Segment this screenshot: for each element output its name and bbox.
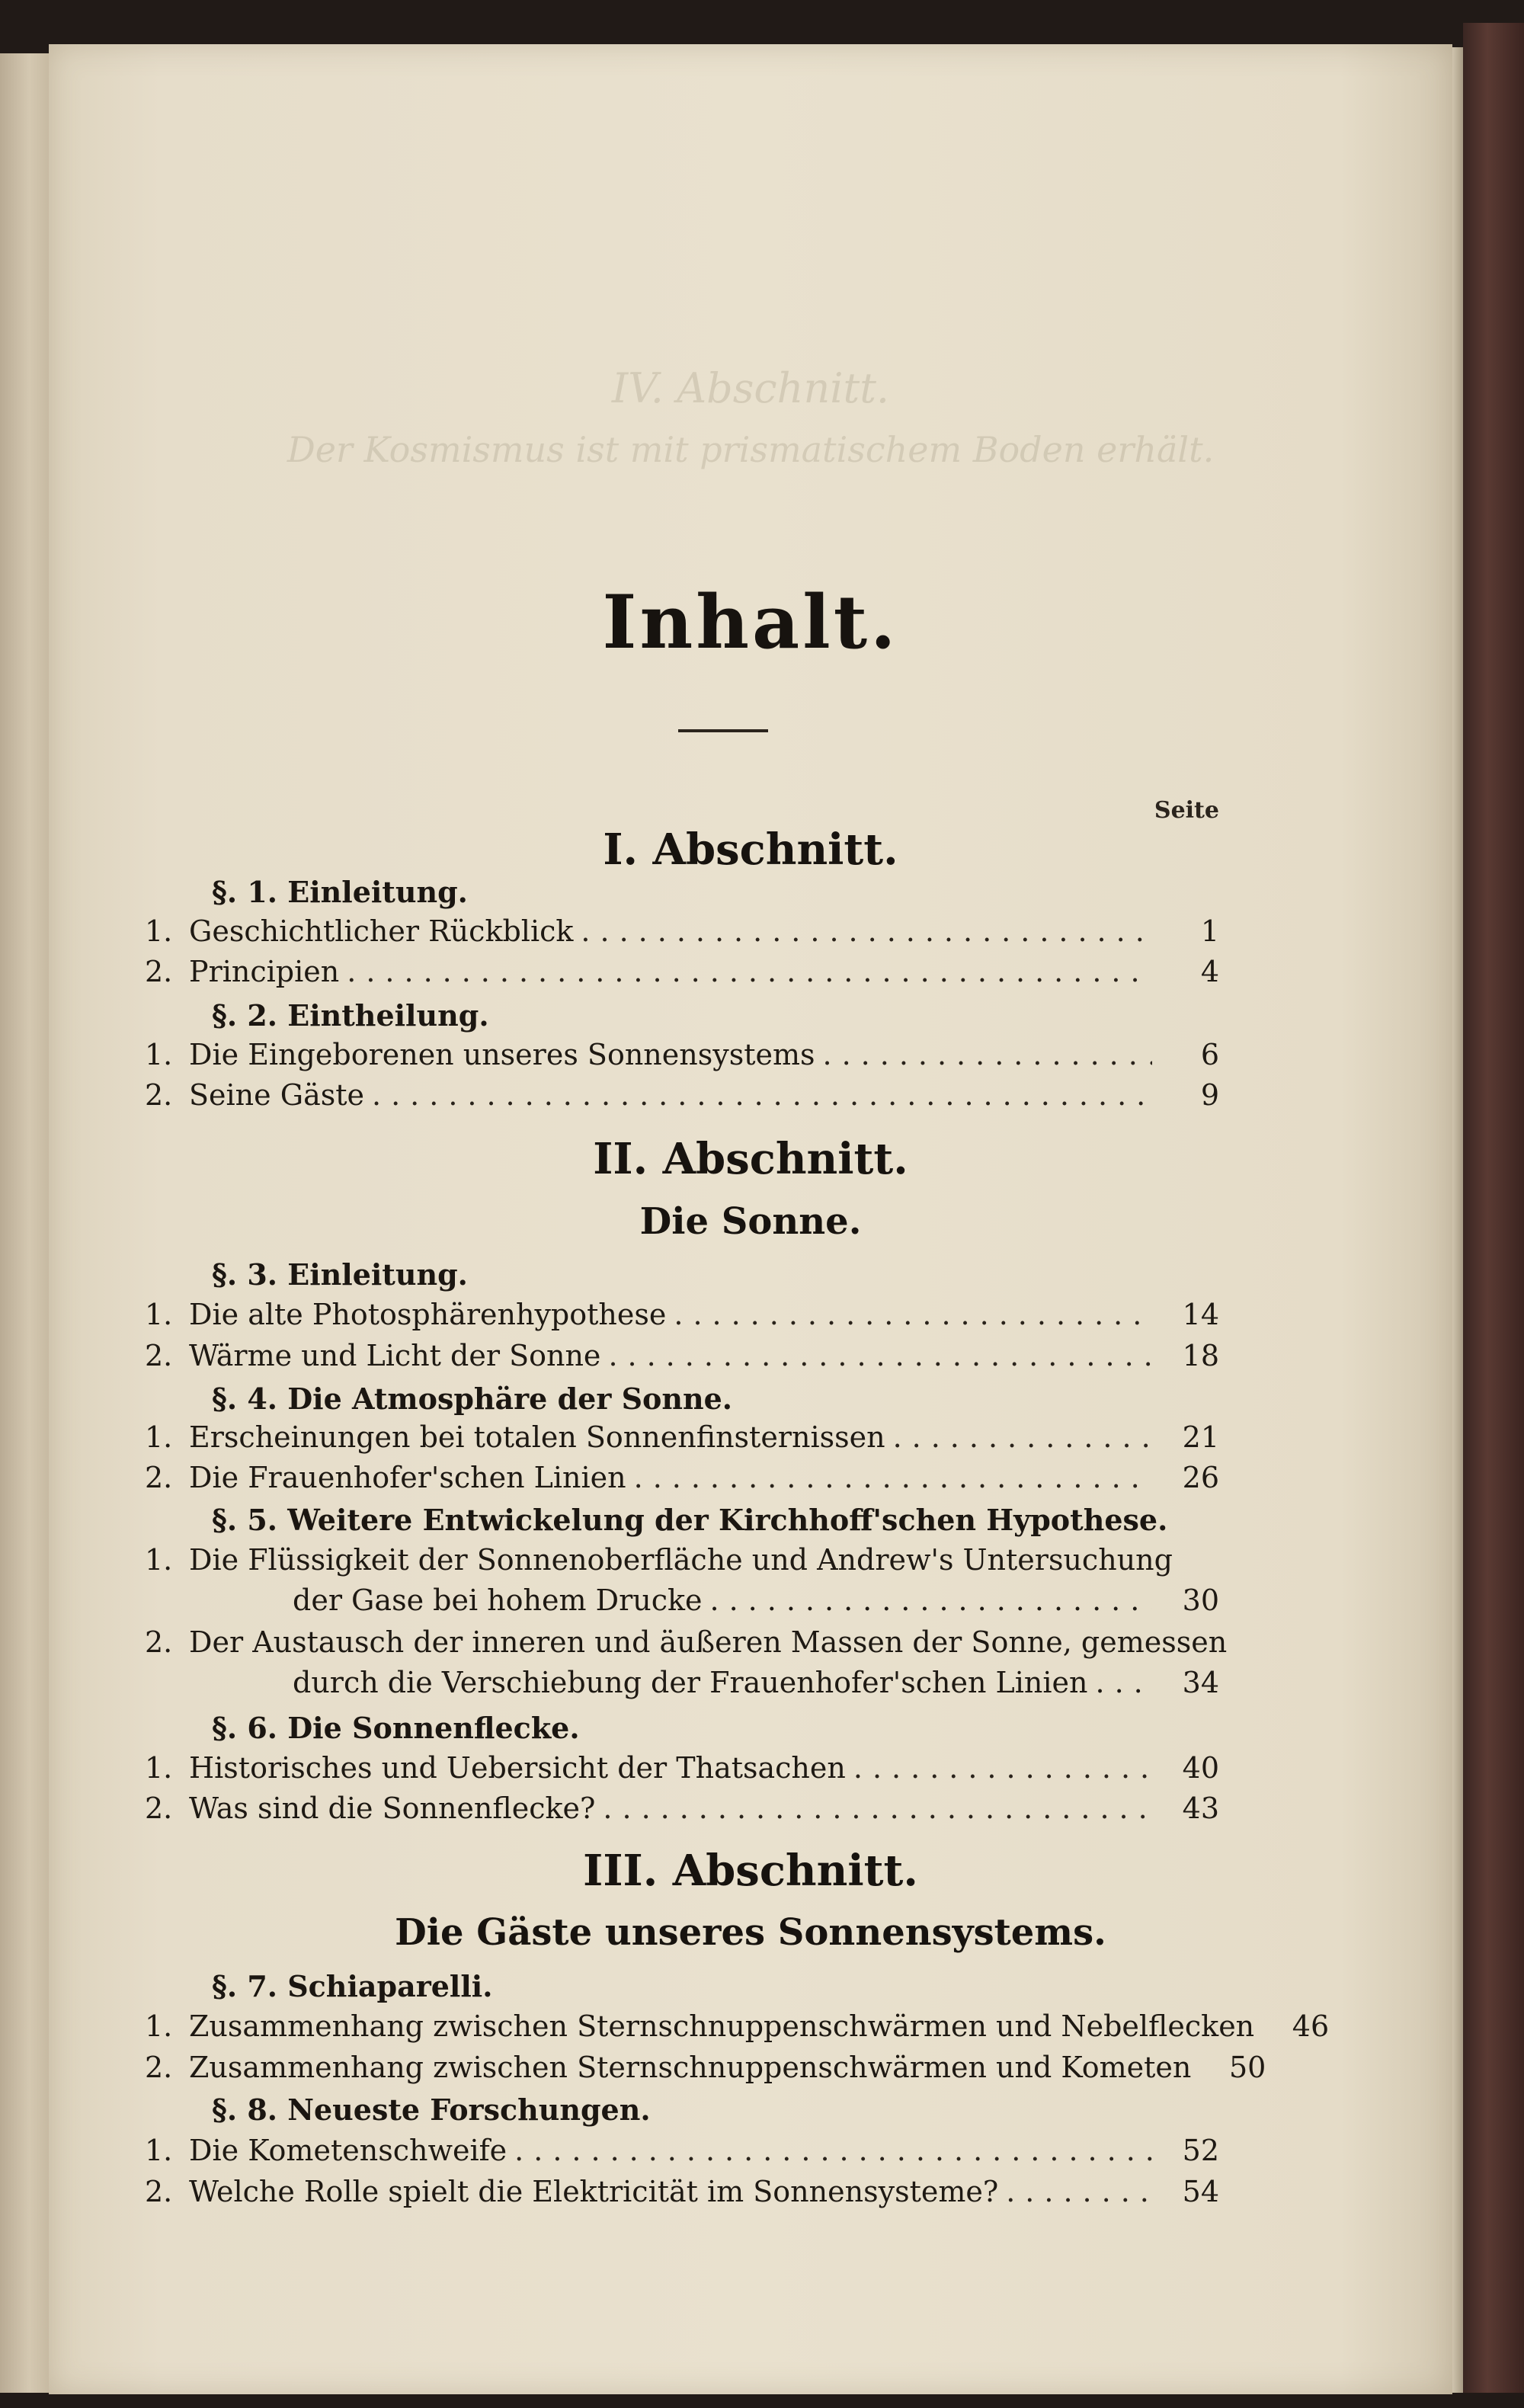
entry-title: Welche Rolle spielt die Elektricität im Sonnensysteme? xyxy=(189,2175,999,2208)
entry-title: Die Flüssigkeit der Sonnenoberfläche und Andrew's Untersuchung xyxy=(189,1543,1173,1577)
paragraph-label: §. 3. Einleitung. xyxy=(212,1257,468,1292)
toc-entry[interactable] xyxy=(145,1792,1219,1830)
entry-page: 21 xyxy=(1182,1420,1219,1454)
entry-page: 34 xyxy=(1182,1666,1219,1699)
toc-entry[interactable] xyxy=(145,2051,1266,2089)
title-rule xyxy=(678,729,768,732)
leader-dots xyxy=(674,1298,1152,1331)
entry-number: 2. xyxy=(145,2051,173,2084)
leader-dots xyxy=(823,1038,1153,1071)
entry-number: 1. xyxy=(145,1420,173,1454)
leader-dots xyxy=(372,1078,1152,1112)
paragraph-label: §. 4. Die Atmosphäre der Sonne. xyxy=(212,1382,733,1416)
entry-number: 2. xyxy=(145,955,173,988)
toc-entry[interactable] xyxy=(145,2009,1330,2048)
entry-title: Historisches und Uebersicht der Thatsachen xyxy=(189,1751,846,1785)
entry-title-continued: durch die Verschiebung der Frauenhofer'schen Linien xyxy=(293,1666,1088,1699)
leader-dots xyxy=(853,1751,1152,1785)
entry-number: 1. xyxy=(145,1751,173,1785)
entry-number: 2. xyxy=(145,1339,173,1372)
toc-entry[interactable] xyxy=(145,2175,1219,2213)
entry-title: Erscheinungen bei totalen Sonnenfinsternissen xyxy=(189,1420,885,1454)
leader-dots xyxy=(581,914,1152,948)
entry-number: 1. xyxy=(145,1038,173,1071)
toc-entry[interactable] xyxy=(145,1339,1219,1377)
entry-title: Die alte Photosphärenhypothese xyxy=(189,1298,667,1331)
entry-page: 30 xyxy=(1182,1583,1219,1617)
book-cover-edge xyxy=(1463,23,1524,2393)
toc-entry[interactable] xyxy=(145,1038,1219,1076)
entry-page: 14 xyxy=(1182,1298,1219,1331)
leader-dots xyxy=(603,1792,1152,1825)
entry-title: Die Frauenhofer'schen Linien xyxy=(189,1461,626,1494)
paragraph-label: §. 6. Die Sonnenflecke. xyxy=(212,1711,580,1745)
entry-title: Der Austausch der inneren und äußeren Massen der Sonne, gemessen xyxy=(189,1625,1228,1659)
section-subtitle: Die Gäste unseres Sonnensystems. xyxy=(395,1911,1106,1954)
entry-number: 2. xyxy=(145,1792,173,1825)
entry-title-continued: der Gase bei hohem Drucke xyxy=(293,1583,703,1617)
entry-page: 43 xyxy=(1182,1792,1219,1825)
entry-number: 2. xyxy=(145,1461,173,1494)
toc-entry[interactable] xyxy=(145,1543,1219,1581)
entry-page: 54 xyxy=(1182,2175,1219,2208)
paragraph-label: §. 7. Schiaparelli. xyxy=(212,1969,493,2003)
toc-entry[interactable] xyxy=(145,1420,1219,1459)
entry-title: Wärme und Licht der Sonne xyxy=(189,1339,601,1372)
entry-title: Principien xyxy=(189,955,340,988)
entry-title: Zusammenhang zwischen Sternschnuppenschwärmen und Kometen xyxy=(189,2051,1192,2084)
section-heading: III. Abschnitt. xyxy=(583,1846,918,1896)
entry-title: Die Eingeborenen unseres Sonnensystems xyxy=(189,1038,815,1071)
page-title: Inhalt. xyxy=(602,579,899,665)
toc-entry[interactable] xyxy=(145,1751,1219,1789)
entry-page: 40 xyxy=(1182,1751,1219,1785)
entry-title: Was sind die Sonnenflecke? xyxy=(189,1792,596,1825)
leader-dots xyxy=(347,955,1152,988)
toc-entry[interactable] xyxy=(145,1298,1219,1336)
facing-page-edge xyxy=(0,53,49,2393)
paragraph-label: §. 1. Einleitung. xyxy=(212,875,468,909)
entry-number: 2. xyxy=(145,1625,173,1659)
section-subtitle: Die Sonne. xyxy=(639,1200,862,1243)
toc-entry[interactable] xyxy=(145,1461,1219,1499)
leader-dots xyxy=(634,1461,1152,1494)
bleed-line: IV. Abschnitt. xyxy=(611,364,890,412)
entry-number: 2. xyxy=(145,1078,173,1112)
toc-entry[interactable] xyxy=(145,914,1219,953)
entry-title: Seine Gäste xyxy=(189,1078,364,1112)
page-column-label: Seite xyxy=(1154,797,1219,824)
leader-dots xyxy=(893,1420,1152,1454)
entry-page: 4 xyxy=(1200,955,1219,988)
entry-number: 2. xyxy=(145,2175,173,2208)
entry-page: 46 xyxy=(1292,2009,1330,2043)
page-stack-edge xyxy=(1452,47,1463,2393)
entry-number: 1. xyxy=(145,1298,173,1331)
paragraph-label: §. 8. Neueste Forschungen. xyxy=(212,2093,651,2127)
entry-page: 26 xyxy=(1182,1461,1219,1494)
section-heading: I. Abschnitt. xyxy=(603,825,898,875)
leader-dots xyxy=(1096,1666,1153,1699)
toc-entry[interactable] xyxy=(145,1625,1228,1664)
entry-page: 1 xyxy=(1200,914,1219,948)
entry-number: 1. xyxy=(145,2009,173,2043)
paragraph-label: §. 2. Eintheilung. xyxy=(212,998,489,1033)
entry-number: 1. xyxy=(145,2134,173,2167)
entry-page: 50 xyxy=(1228,2051,1266,2084)
entry-page: 52 xyxy=(1182,2134,1219,2167)
leader-dots xyxy=(1006,2175,1152,2208)
bleed-line: Der Kosmismus ist mit prismatischem Boden erhält. xyxy=(287,429,1215,470)
toc-entry-continuation[interactable] xyxy=(293,1583,1219,1622)
entry-title: Zusammenhang zwischen Sternschnuppenschwärmen und Nebelflecken xyxy=(189,2009,1255,2043)
entry-title: Geschichtlicher Rückblick xyxy=(189,914,574,948)
toc-entry[interactable] xyxy=(145,1078,1219,1116)
toc-entry[interactable] xyxy=(145,2134,1219,2172)
section-heading: II. Abschnitt. xyxy=(593,1134,908,1184)
leader-dots xyxy=(608,1339,1152,1372)
entry-page: 6 xyxy=(1200,1038,1219,1071)
entry-title: Die Kometenschweife xyxy=(189,2134,507,2167)
entry-number: 1. xyxy=(145,1543,173,1577)
leader-dots xyxy=(710,1583,1152,1617)
toc-entry[interactable] xyxy=(145,955,1219,993)
paragraph-label: §. 5. Weitere Entwickelung der Kirchhoff'schen Hypothese. xyxy=(212,1503,1168,1537)
entry-page: 9 xyxy=(1200,1078,1219,1112)
toc-entry-continuation[interactable] xyxy=(293,1666,1219,1704)
entry-page: 18 xyxy=(1182,1339,1219,1372)
entry-number: 1. xyxy=(145,914,173,948)
leader-dots xyxy=(514,2134,1152,2167)
